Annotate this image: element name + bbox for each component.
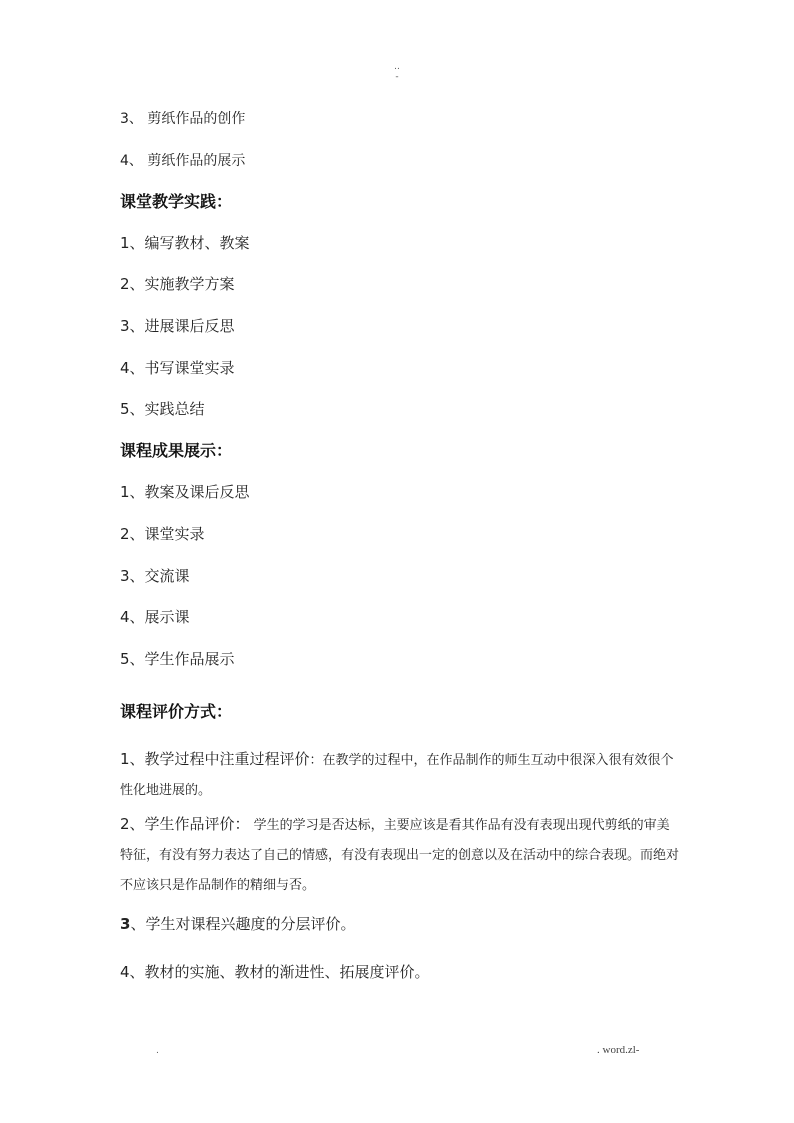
list-item: 3、 剪纸作品的创作: [120, 111, 246, 127]
paragraph-body: 学生的学习是否达标，主要应该是看其作品有没有表现出现代剪纸的审美特征，有没有努力表达了自己的情感，有没有表现出一定的创意以及在活动中的综合表现。而绝对不应该只是作品制作的精细与否。: [120, 818, 680, 893]
list-item: 2、实施教学方案: [120, 275, 235, 293]
list-item: 1、教案及课后反思: [120, 483, 250, 501]
list-item: 5、实践总结: [120, 400, 205, 418]
list-item: 5、学生作品展示: [120, 650, 235, 668]
list-item: 4、书写课堂实录: [120, 359, 235, 377]
list-item: 2、课堂实录: [120, 525, 205, 543]
evaluation-paragraph-4: 4、教材的实施、教材的渐进性、拓展度评价。: [120, 963, 430, 981]
paragraph-lead: 2、学生作品评价：: [120, 815, 250, 833]
section-heading-evaluation: 课程评价方式：: [120, 702, 233, 721]
evaluation-paragraph-1: [120, 744, 680, 806]
list-item: 4、展示课: [120, 608, 190, 626]
list-item: 3、交流课: [120, 567, 190, 585]
section-heading-outcomes: 课程成果展示：: [120, 441, 233, 460]
evaluation-paragraph-3: [120, 914, 355, 934]
section-heading-classroom-practice: 课堂教学实践：: [120, 192, 233, 211]
paragraph-body: ：在教学的过程中，在作品制作的师生互动中很深入很有效很个性化地进展的。: [120, 753, 674, 798]
list-item: 1、编写教材、教案: [120, 234, 250, 252]
list-item: 3、进展课后反思: [120, 317, 235, 335]
footer-watermark: . word.zl-: [597, 1044, 640, 1056]
paragraph-lead: 1、教学过程中注重过程评价: [120, 750, 310, 768]
footer-left-mark: .: [156, 1046, 159, 1056]
list-item: 4、 剪纸作品的展示: [120, 153, 246, 169]
paragraph-number: 3: [120, 915, 131, 933]
evaluation-paragraph-2: [120, 809, 680, 901]
page-header-mark: .. -: [394, 62, 400, 82]
paragraph-body: 、学生对课程兴趣度的分层评价。: [130, 915, 356, 933]
